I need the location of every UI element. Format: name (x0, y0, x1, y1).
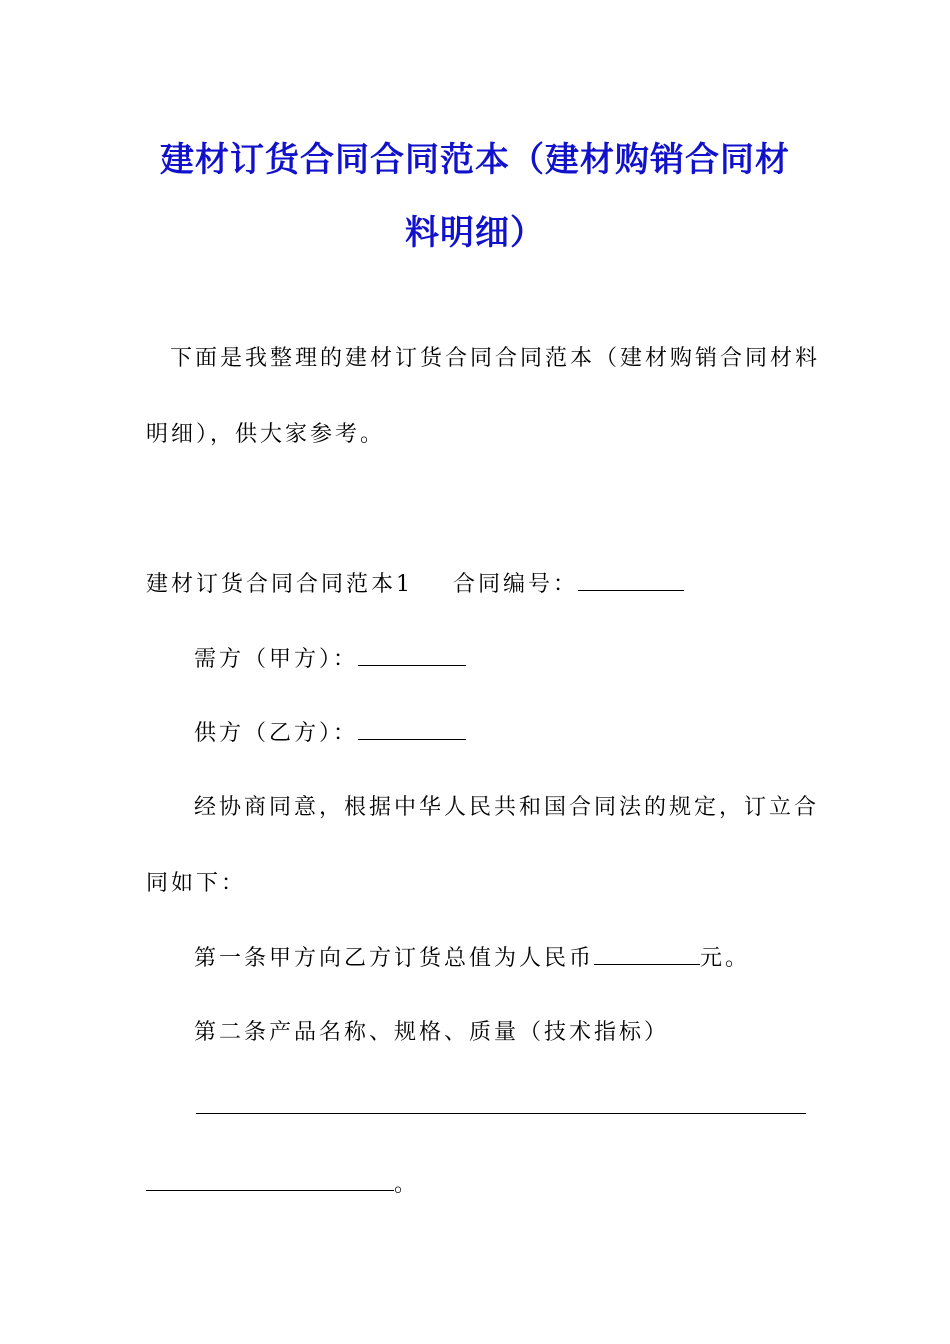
agreement-line-1: 经协商同意，根据中华人民共和国合同法的规定，订立合 (194, 795, 820, 820)
intro-paragraph-line-1: 下面是我整理的建材订货合同合同范本（建材购销合同材料 (170, 346, 821, 371)
article-1-row (194, 944, 750, 973)
demand-party-label: 需方（甲方）： (194, 647, 359, 672)
supply-party-label: 供方（乙方）： (194, 721, 359, 746)
article-2-line: 第二条产品名称、规格、质量（技术指标） (194, 1020, 670, 1045)
contract-number-blank (578, 570, 684, 591)
demand-party-blank (358, 645, 466, 666)
intro-paragraph-line-2: 明细），供大家参考。 (146, 422, 386, 447)
section-heading-row (146, 570, 684, 599)
supply-party-blank (358, 719, 466, 740)
agreement-line-2: 同如下： (146, 871, 247, 896)
end-mark: 。 (394, 1172, 420, 1197)
supply-party-row (194, 719, 466, 748)
article-1-amount-blank (594, 944, 700, 965)
document-title-line-1: 建材订货合同合同范本（建材购销合同材 (160, 140, 790, 180)
article-1-text: 第一条甲方向乙方订货总值为人民币 (194, 946, 595, 971)
section-heading: 建材订货合同合同范本1 (146, 572, 413, 597)
article-2-fill-end-row (146, 1170, 419, 1199)
document-title-line-2: 料明细） (405, 213, 545, 253)
article-2-fill-blank (146, 1170, 394, 1191)
article-2-fill-line (196, 1113, 806, 1114)
demand-party-row (194, 645, 466, 674)
article-1-suffix: 元。 (700, 946, 751, 971)
contract-number-label: 合同编号： (453, 572, 579, 597)
